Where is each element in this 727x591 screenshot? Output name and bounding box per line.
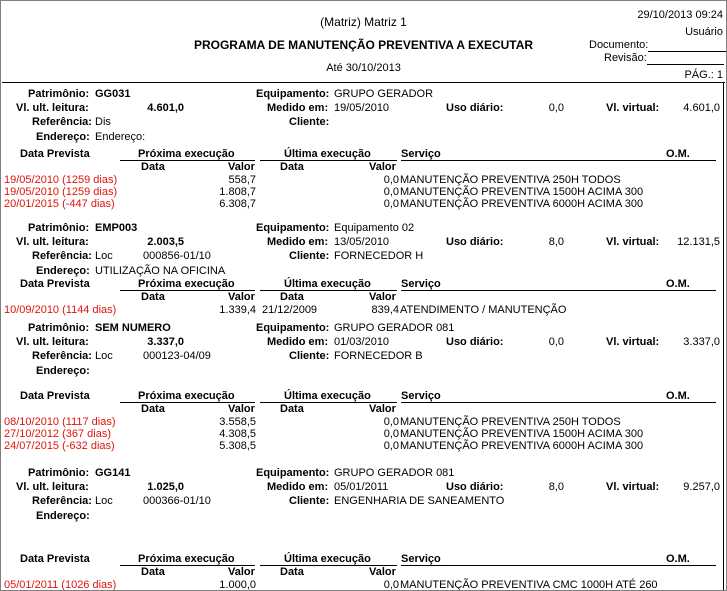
- label-cliente: Cliente:: [289, 495, 330, 507]
- col-prox-data: Data: [141, 161, 165, 173]
- label-cliente: Cliente:: [289, 350, 330, 362]
- col-underline: [401, 160, 716, 161]
- label-equipamento: Equipamento:: [256, 322, 330, 334]
- value-patrimonio: GG031: [95, 88, 131, 100]
- value-vl-ult-leitura: 1.025,0: [147, 481, 184, 493]
- label-patrimonio: Patrimônio:: [28, 467, 90, 479]
- col-om: O.M.: [666, 390, 690, 402]
- col-ult-data: Data: [280, 566, 304, 578]
- label-medido-em: Medido em:: [267, 336, 329, 348]
- label-referencia: Referência:: [32, 495, 92, 507]
- value-referencia-code: 000123-04/09: [143, 350, 211, 362]
- value-vl-virtual: 3.337,0: [683, 336, 720, 348]
- label-vl-ult-leitura: Vl. ult. leitura:: [16, 236, 89, 248]
- col-data-prevista: Data Prevista: [20, 553, 90, 565]
- right-border: [723, 82, 724, 591]
- col-servico: Serviço: [401, 278, 441, 290]
- col-underline: [401, 565, 716, 566]
- label-patrimonio: Patrimônio:: [28, 88, 90, 100]
- value-endereco: Endereço:: [95, 131, 146, 143]
- value-equipamento: GRUPO GERADOR 081: [334, 322, 455, 334]
- row-servico: MANUTENÇÃO PREVENTIVA 1500H ACIMA 300: [400, 428, 644, 440]
- value-referencia: Dis: [95, 116, 111, 128]
- value-referencia-code: 000856-01/10: [143, 250, 211, 262]
- value-referencia: Loc: [95, 495, 113, 507]
- row-ult-valor: 0,0: [383, 416, 399, 428]
- row-data-prevista: 10/09/2010 (1144 dias): [4, 304, 117, 316]
- report-until-date: Até 30/10/2013: [326, 62, 401, 74]
- label-medido-em: Medido em:: [267, 236, 329, 248]
- label-endereco: Endereço:: [36, 265, 90, 277]
- label-vl-ult-leitura: Vl. ult. leitura:: [16, 102, 89, 114]
- value-vl-ult-leitura: 2.003,5: [147, 236, 184, 248]
- col-prox-data: Data: [141, 403, 165, 415]
- value-referencia: Loc: [95, 350, 113, 362]
- row-data-prevista: 08/10/2010 (1117 dias): [4, 416, 116, 428]
- row-servico: ATENDIMENTO / MANUTENÇÃO: [400, 304, 567, 316]
- label-vl-virtual: Vl. virtual:: [606, 336, 660, 348]
- col-prox-valor: Valor: [228, 566, 255, 578]
- label-medido-em: Medido em:: [267, 102, 329, 114]
- value-uso-diario: 8,0: [548, 236, 564, 248]
- label-uso-diario: Uso diário:: [446, 236, 504, 248]
- label-vl-ult-leitura: Vl. ult. leitura:: [16, 481, 89, 493]
- row-servico: MANUTENÇÃO PREVENTIVA 6000H ACIMA 300: [400, 440, 644, 452]
- row-ult-valor: 0,0: [383, 440, 399, 452]
- col-om: O.M.: [666, 553, 690, 565]
- col-data-prevista: Data Prevista: [20, 278, 90, 290]
- label-vl-virtual: Vl. virtual:: [606, 102, 660, 114]
- col-data-prevista: Data Prevista: [20, 148, 90, 160]
- value-medido-em: 01/03/2010: [334, 336, 390, 348]
- row-prox-valor: 1.339,4: [219, 304, 256, 316]
- row-data-prevista: 19/05/2010 (1259 dias): [4, 174, 118, 186]
- value-equipamento: GRUPO GERADOR 081: [334, 467, 455, 479]
- revisao-field: Revisão:: [604, 52, 724, 65]
- label-uso-diario: Uso diário:: [446, 336, 504, 348]
- row-ult-valor: 0,0: [383, 174, 399, 186]
- value-equipamento: GRUPO GERADOR: [334, 88, 434, 100]
- value-equipamento: Equipamento 02: [334, 222, 415, 234]
- col-ultima-execucao: Última execução: [284, 390, 371, 402]
- col-ult-valor: Valor: [369, 403, 396, 415]
- row-servico: MANUTENÇÃO PREVENTIVA 6000H ACIMA 300: [400, 198, 644, 210]
- col-servico: Serviço: [401, 148, 441, 160]
- col-prox-valor: Valor: [228, 403, 255, 415]
- value-patrimonio: SEM NUMERO: [95, 322, 171, 334]
- row-prox-valor: 6.308,7: [219, 198, 256, 210]
- col-om: O.M.: [666, 148, 690, 160]
- value-patrimonio: GG141: [95, 467, 131, 479]
- label-vl-virtual: Vl. virtual:: [606, 481, 660, 493]
- label-uso-diario: Uso diário:: [446, 102, 504, 114]
- label-uso-diario: Uso diário:: [446, 481, 504, 493]
- row-prox-valor: 1.000,0: [219, 579, 256, 591]
- label-patrimonio: Patrimônio:: [28, 322, 90, 334]
- page-number: PÁG.: 1: [684, 69, 723, 81]
- value-patrimonio: EMP003: [95, 222, 138, 234]
- col-underline: [401, 290, 716, 291]
- col-ult-data: Data: [280, 291, 304, 303]
- col-servico: Serviço: [401, 553, 441, 565]
- row-servico: MANUTENÇÃO PREVENTIVA 250H TODOS: [400, 416, 621, 428]
- value-referencia: Loc: [95, 250, 113, 262]
- col-proxima-execucao: Próxima execução: [138, 148, 235, 160]
- col-om: O.M.: [666, 278, 690, 290]
- value-referencia-code: 000366-01/10: [143, 495, 211, 507]
- value-cliente: ENGENHARIA DE SANEAMENTO: [334, 495, 505, 507]
- col-underline: [401, 402, 716, 403]
- value-vl-virtual: 4.601,0: [683, 102, 720, 114]
- col-ultima-execucao: Última execução: [284, 553, 371, 565]
- label-referencia: Referência:: [32, 250, 92, 262]
- row-ult-valor: 839,4: [371, 304, 399, 316]
- value-vl-virtual: 9.257,0: [683, 481, 720, 493]
- row-servico: MANUTENÇÃO PREVENTIVA CMC 1000H ATÉ 260: [400, 579, 658, 591]
- value-medido-em: 13/05/2010: [334, 236, 390, 248]
- col-ult-valor: Valor: [369, 291, 396, 303]
- row-data-prevista: 19/05/2010 (1259 dias): [4, 186, 118, 198]
- label-patrimonio: Patrimônio:: [28, 222, 90, 234]
- col-ultima-execucao: Última execução: [284, 148, 371, 160]
- label-endereco: Endereço:: [36, 131, 90, 143]
- row-prox-valor: 4.308,5: [219, 428, 256, 440]
- report-title: PROGRAMA DE MANUTENÇÃO PREVENTIVA A EXECUTAR: [193, 38, 534, 52]
- row-ult-valor: 0,0: [383, 198, 399, 210]
- row-prox-valor: 1.808,7: [219, 186, 256, 198]
- col-prox-valor: Valor: [228, 291, 255, 303]
- col-prox-data: Data: [141, 291, 165, 303]
- row-data-prevista: 20/01/2015 (-447 dias): [4, 198, 115, 210]
- col-ult-valor: Valor: [369, 161, 396, 173]
- col-proxima-execucao: Próxima execução: [138, 553, 235, 565]
- row-prox-valor: 3.558,5: [219, 416, 256, 428]
- label-vl-virtual: Vl. virtual:: [606, 236, 660, 248]
- value-uso-diario: 0,0: [548, 102, 564, 114]
- label-medido-em: Medido em:: [267, 481, 329, 493]
- value-vl-ult-leitura: 3.337,0: [147, 336, 184, 348]
- label-equipamento: Equipamento:: [256, 88, 330, 100]
- col-proxima-execucao: Próxima execução: [138, 390, 235, 402]
- value-endereco: UTILIZAÇÃO NA OFICINA: [95, 265, 226, 277]
- value-vl-virtual: 12.131,5: [677, 236, 720, 248]
- value-cliente: FORNECEDOR B: [334, 350, 423, 362]
- col-ult-valor: Valor: [369, 566, 396, 578]
- label-referencia: Referência:: [32, 350, 92, 362]
- row-data-prevista: 27/10/2012 (367 dias): [4, 428, 112, 440]
- value-cliente: FORNECEDOR H: [334, 250, 424, 262]
- report-datetime: 29/10/2013 09:24: [637, 9, 723, 21]
- documento-field: Documento:: [589, 39, 726, 52]
- row-data-prevista: 05/01/2011 (1026 dias): [4, 579, 117, 591]
- value-vl-ult-leitura: 4.601,0: [147, 102, 184, 114]
- col-prox-valor: Valor: [228, 161, 255, 173]
- row-data-prevista: 24/07/2015 (-632 dias): [4, 440, 115, 452]
- header-divider: [2, 82, 725, 83]
- label-vl-ult-leitura: Vl. ult. leitura:: [16, 336, 89, 348]
- row-servico: MANUTENÇÃO PREVENTIVA 1500H ACIMA 300: [400, 186, 644, 198]
- row-ult-valor: 0,0: [383, 428, 399, 440]
- row-ult-data: 21/12/2009: [262, 304, 318, 316]
- row-ult-valor: 0,0: [383, 579, 399, 591]
- col-proxima-execucao: Próxima execução: [138, 278, 235, 290]
- col-ultima-execucao: Última execução: [284, 278, 371, 290]
- row-ult-valor: 0,0: [383, 186, 399, 198]
- row-prox-valor: 5.308,5: [219, 440, 256, 452]
- col-ult-data: Data: [280, 403, 304, 415]
- row-servico: MANUTENÇÃO PREVENTIVA 250H TODOS: [400, 174, 621, 186]
- label-cliente: Cliente:: [289, 250, 330, 262]
- col-ult-data: Data: [280, 161, 304, 173]
- label-equipamento: Equipamento:: [256, 222, 330, 234]
- label-cliente: Cliente:: [289, 116, 330, 128]
- value-medido-em: 19/05/2010: [334, 102, 390, 114]
- value-uso-diario: 8,0: [548, 481, 564, 493]
- row-prox-valor: 558,7: [228, 174, 256, 186]
- label-referencia: Referência:: [32, 116, 92, 128]
- label-equipamento: Equipamento:: [256, 467, 330, 479]
- value-uso-diario: 0,0: [548, 336, 564, 348]
- col-prox-data: Data: [141, 566, 165, 578]
- report-user: Usuário: [685, 26, 723, 38]
- col-data-prevista: Data Prevista: [20, 390, 90, 402]
- company-name: (Matriz) Matriz 1: [320, 15, 407, 29]
- col-servico: Serviço: [401, 390, 441, 402]
- value-medido-em: 05/01/2011: [334, 481, 389, 493]
- label-endereco: Endereço:: [36, 365, 90, 377]
- label-endereco: Endereço:: [36, 510, 90, 522]
